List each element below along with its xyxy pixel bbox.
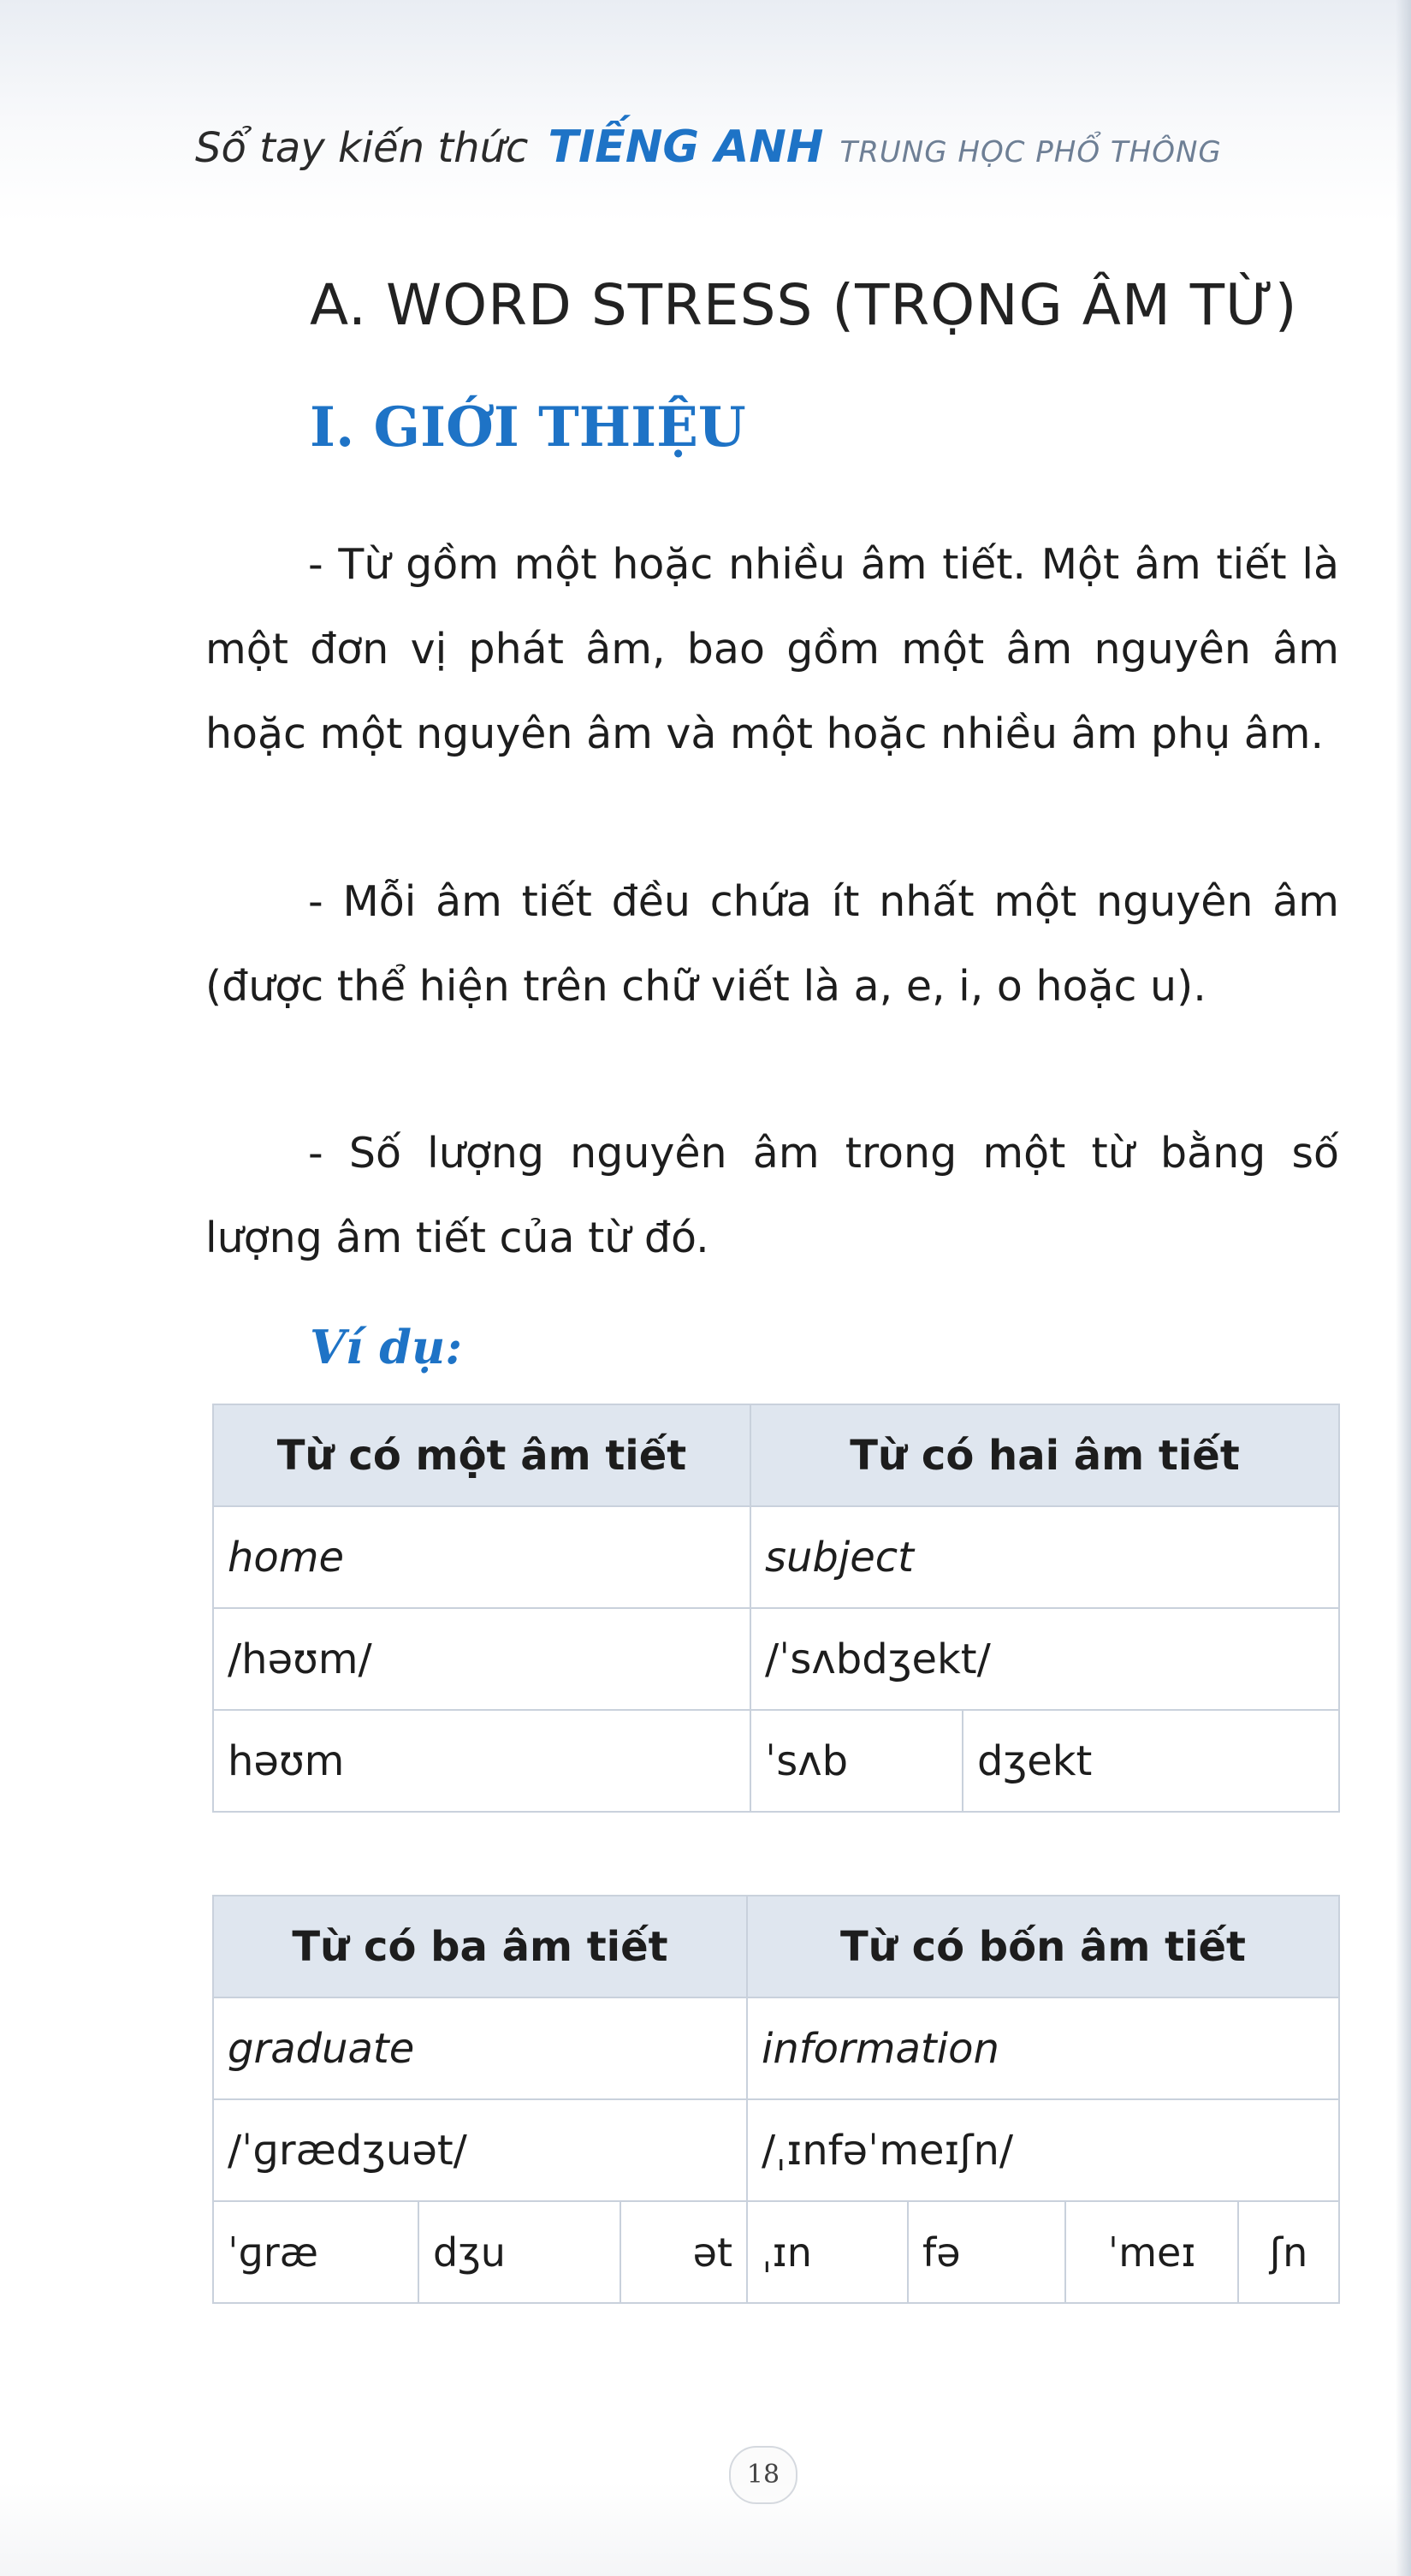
- section-title: A. WORD STRESS (TRỌNG ÂM TỪ): [310, 272, 1298, 338]
- table-cell-ipa: /ˈɡrædʒuət/: [213, 2099, 747, 2201]
- table-cell-word: graduate: [213, 1997, 747, 2099]
- table-cell-syllable: həʊm: [213, 1710, 750, 1812]
- table-cell-word: subject: [750, 1506, 1339, 1608]
- example-label: Ví dụ:: [310, 1320, 463, 1374]
- page-number: 18: [729, 2446, 797, 2504]
- table-header-row: [213, 1404, 1339, 1506]
- table-cell-syllable: ʃn: [1238, 2201, 1339, 2303]
- table-header-cell: Từ có một âm tiết: [213, 1404, 750, 1506]
- table-cell-syllable: dʒekt: [963, 1710, 1339, 1812]
- syllable-table-one-two: [212, 1404, 1340, 1813]
- table-header-row: [213, 1896, 1339, 1997]
- syllable-table-three-four: [212, 1895, 1340, 2304]
- page-edge-shadow: [1396, 0, 1411, 2576]
- table-cell-ipa: /həʊm/: [213, 1608, 750, 1710]
- table-cell-syllable: ət: [620, 2201, 747, 2303]
- header-subject: TIẾNG ANH: [548, 122, 824, 173]
- table-header-cell: Từ có hai âm tiết: [750, 1404, 1339, 1506]
- running-header: [195, 122, 1273, 173]
- table-cell-word: information: [747, 1997, 1339, 2099]
- table-cell-ipa: /ˈsʌbdʒekt/: [750, 1608, 1339, 1710]
- header-book-title: Sổ tay kiến thức: [195, 124, 529, 172]
- table-row-ipa: [213, 1608, 1339, 1710]
- table-row-word: [213, 1506, 1339, 1608]
- table-cell-word: home: [213, 1506, 750, 1608]
- table-header-cell: Từ có bốn âm tiết: [747, 1896, 1339, 1997]
- subsection-title: I. GIỚI THIỆU: [310, 395, 746, 460]
- paragraph-vowel-rule: - Mỗi âm tiết đều chứa ít nhất một nguyên âm (được thể hiện trên chữ viết là a, e, i, o hoặc u).: [205, 877, 1339, 1011]
- table-row-syllables: [213, 2201, 1339, 2303]
- table-cell-syllable: ˈmeɪ: [1065, 2201, 1238, 2303]
- table-row-ipa: [213, 2099, 1339, 2201]
- table-cell-syllable: ˈɡræ: [213, 2201, 418, 2303]
- table-cell-syllable: fə: [908, 2201, 1065, 2303]
- table-header-cell: Từ có ba âm tiết: [213, 1896, 747, 1997]
- header-level: TRUNG HỌC PHỔ THÔNG: [839, 135, 1222, 169]
- table-row-syllables: [213, 1710, 1339, 1812]
- table-row-word: [213, 1997, 1339, 2099]
- paragraph-syllable-definition: - Từ gồm một hoặc nhiều âm tiết. Một âm tiết là một đơn vị phát âm, bao gồm một âm nguyên âm hoặc một nguyên âm và một hoặc nhiều âm phụ âm.: [205, 540, 1339, 758]
- table-cell-syllable: dʒu: [418, 2201, 620, 2303]
- paragraph-count-rule: - Số lượng nguyên âm trong một từ bằng số lượng âm tiết của từ đó.: [205, 1129, 1339, 1262]
- table-cell-syllable: ˈsʌb: [750, 1710, 963, 1812]
- table-cell-syllable: ˌɪn: [747, 2201, 908, 2303]
- table-cell-ipa: /ˌɪnfəˈmeɪʃn/: [747, 2099, 1339, 2201]
